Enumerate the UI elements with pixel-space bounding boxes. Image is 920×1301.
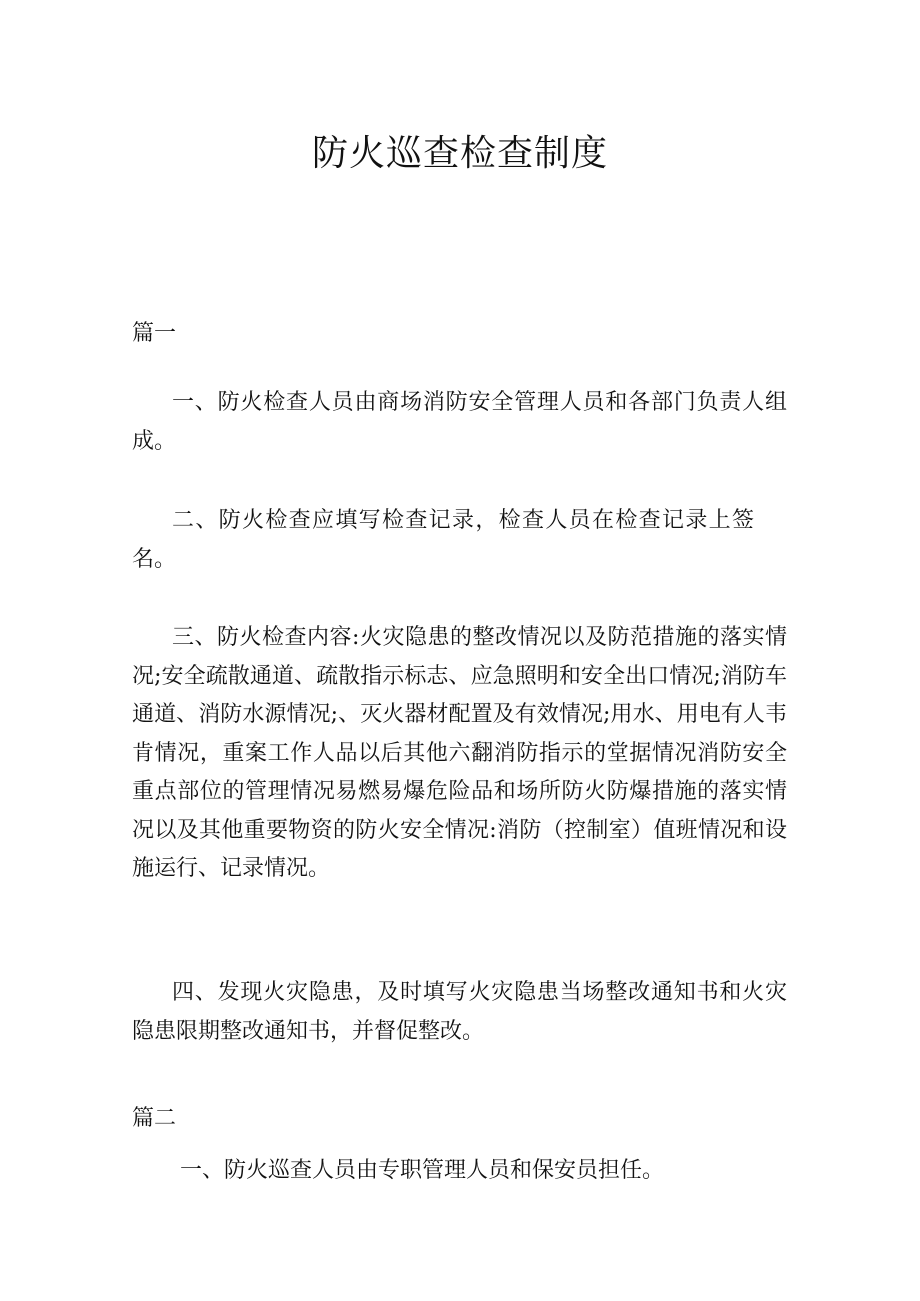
section-1-paragraph-3: 三、防火检查内容:火灾隐患的整改情况以及防范措施的落实情况;安全疏散通道、疏散指示标志、应急照明和安全出口情况;消防车通道、消防水源情况;、灭火器材配置及有效情况;用水、用电有人韦肯情况，重案工作人品以后其他六翻消防指示的堂据情况消防安全重点部位的管理情况易燃易爆危险品和场所防火防爆措施的落实情况以及其他重要物资的防火安全情况:消防（控制室）值班情况和设施运行、记录情况。 (132, 625, 787, 881)
section-heading-1: 篇一 (132, 321, 177, 346)
section-1-paragraph-2: 二、防火检查应填写检查记录，检查人员在检查记录上签名。 (132, 508, 754, 572)
section-1-paragraph-1: 一、防火检查人员由商场消防安全管理人员和各部门负责人组成。 (132, 390, 787, 454)
section-heading-2: 篇二 (132, 1106, 177, 1131)
section-2-paragraph-1: 一、防火巡查人员由专职管理人员和保安员担任。 (180, 1158, 665, 1183)
document-title: 防火巡查检查制度 (311, 133, 608, 174)
section-1-paragraph-4: 四、发现火灾隐患，及时填写火灾隐患当场整改通知书和火灾隐患限期整改通知书，并督促整改。 (132, 980, 787, 1044)
